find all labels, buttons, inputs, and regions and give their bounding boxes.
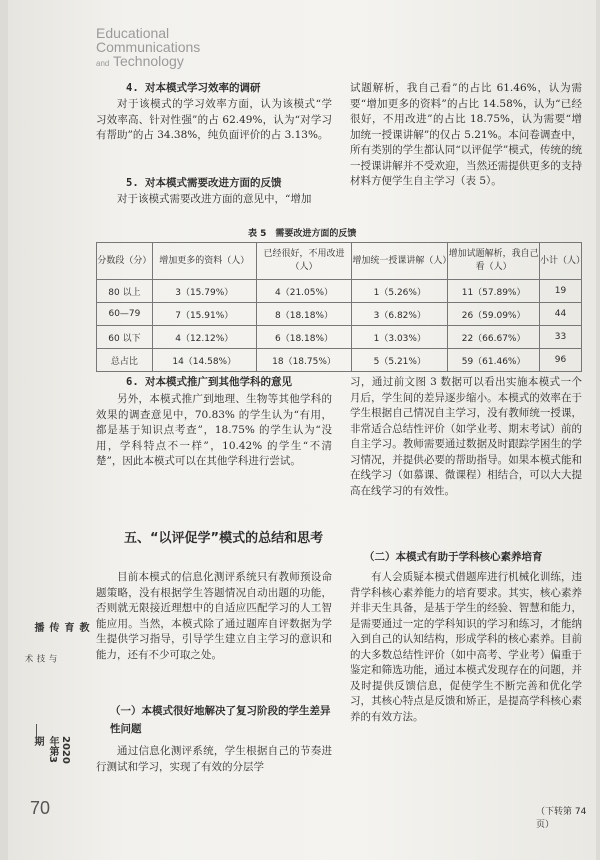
table-cell: 60 以下 (97, 326, 153, 349)
table-cell: 3（15.79%） (152, 280, 256, 303)
para-efficiency: 对于该模式的学习效率方面，认为该模式“学习效率高、针对性强”的占 62.49%，认为“对学习有帮助”的占 34.38%，纯负面评价的占 3.13%。 (96, 98, 332, 141)
page-number: 70 (30, 798, 51, 818)
table-row (97, 326, 582, 349)
table-cell: 1（3.03%） (352, 326, 448, 349)
logo-line-communications: Communications (96, 39, 201, 55)
table-cell: 6（18.18%） (256, 326, 352, 349)
table-cell: 19 (540, 280, 582, 303)
para-promotion: 另外，本模式推广到地理、生物等其他学科的效果的调查意见中，70.83% 的学生认为“有用，都是基于知识点考查”，18.75% 的学生认为“没用，学科特点不一样”，10.42% 的学生“不清楚”，因此本模式可以在其他学科进行尝试。 (96, 393, 332, 467)
logo-and: and (96, 59, 110, 68)
para-literacy: 有人会质疑本模式借题库进行机械化训练，违背学科核心素养能力的培育要求。其实，核心素养并非天生具备，是基于学生的经验、智慧和能力，是需要通过一定的学科知识的学习和练习，才能纳入到自己的认知结构，形成学科的核心素养。目前的大多数总结性评价（如中高考、学业考）偏重于鉴定和筛选功能，通过本模式发现存在的问题，并及时提供反馈信息，促使学生不断完善和优化学习，其核心特点是反馈和矫正，是提高学科核心素养的有效方法。 (350, 571, 582, 723)
heading-efficiency: 4. 对本模式学习效率的调研 (126, 82, 261, 94)
table-cell: 59（61.46%） (448, 349, 540, 372)
logo-line-educational: Educational (96, 25, 170, 41)
table-cell: 22（66.67%） (448, 326, 540, 349)
table-header: 已经很好，不用改进（人） (256, 243, 352, 280)
para-differences: 通过信息化测评系统，学生根据自己的节奏进行测试和学习，实现了有效的分层学 (96, 745, 332, 773)
table-cell: 5（5.21%） (352, 349, 448, 372)
table-cell: 14（14.58%） (152, 349, 256, 372)
table-cell: 3（6.82%） (352, 303, 448, 326)
journal-logo (96, 26, 200, 71)
feedback-table (96, 242, 586, 372)
sidebar-issue: 2020年第3期 (32, 736, 71, 764)
journal-page (8, 0, 596, 860)
logo-line-technology: Technology (113, 53, 184, 69)
table-cell: 4（12.12%） (152, 326, 256, 349)
para-improvement-cont: 试题解析，我自己看”的占比 61.46%，认为需要“增加更多的资料”的占比 14.58%，认为“已经很好，不用改进”的占比 18.75%，认为需要“增加统一授课讲解”的仅占 5.21%。本问卷调查中，所有类别的学生都认同“以评促学”模式，传统的统一授课讲解并不受欢迎，当然还需提供更多的支持材料方便学生自主学习（表 5）。 (350, 82, 582, 187)
table-header: 增加试题解析，我自己看（人） (448, 243, 540, 280)
para-summary-intro: 目前本模式的信息化测评系统只有教师预设命题策略，没有根据学生答题情况自动出题的功能，否则就无限接近理想中的自适应匹配学习的人工智能应用。当然，本模式除了通过题库自评数据为学生提供学习指导，引导学生建立自主学习的意识和能力，还有不少可取之处。 (96, 571, 332, 661)
table-row (97, 303, 582, 326)
table-cell: 8（18.18%） (256, 303, 352, 326)
table-cell: 4（21.05%） (256, 280, 352, 303)
table-cell: 18（18.75%） (256, 349, 352, 372)
table-cell: 44 (540, 303, 582, 326)
table-cell: 总占比 (97, 349, 153, 372)
para-improvement: 对于该模式需要改进方面的意见中，“增加 (117, 193, 312, 205)
continued-note: （下转第 74 页） (536, 807, 587, 830)
sidebar-journal-title: 教育传播 (32, 622, 88, 633)
subsection-title-literacy: （二）本模式有助于学科核心素养培育 (364, 551, 543, 563)
heading-improvement: 5. 对本模式需要改进方面的反馈 (126, 177, 282, 189)
table-header: 小计（人） (540, 243, 582, 280)
table-header: 分数段（分） (97, 243, 153, 280)
table-caption: 表 5 需要改进方面的反馈 (248, 229, 357, 239)
para-differences-cont: 习，通过前文图 3 数据可以看出实施本模式一个月后，学生间的差异逐步缩小。本模式的效率在于学生根据自己情况自主学习，没有教师统一授课，非常适合总结性评价（如学业考、期末考试）前的自主学习。教师需要通过数据及时跟踪学困生的学习情况，并提供必要的帮助指导。如果本模式能和在线学习（如慕课、微课程）相结合，可以大大提高在线学习的有效性。 (350, 376, 582, 497)
table-row (97, 280, 582, 303)
table-cell: 80 以上 (97, 280, 153, 303)
table-cell: 11（57.89%） (448, 280, 540, 303)
subsection-title-differences: （一）本模式很好地解决了复习阶段的学生差异性问题 (110, 705, 331, 735)
table-header-row (97, 243, 582, 280)
heading-promotion: 6. 对本模式推广到其他学科的意见 (126, 376, 292, 388)
table-cell: 33 (540, 326, 582, 349)
section-title-summary: 五、“以评促学”模式的总结和思考 (124, 531, 324, 546)
table-cell: 7（15.91%） (152, 303, 256, 326)
table-row (97, 349, 582, 372)
table-header: 增加更多的资料（人） (152, 243, 256, 280)
table-cell: 1（5.26%） (352, 280, 448, 303)
table-cell: 96 (540, 349, 582, 372)
table-header: 增加统一授课讲解（人） (352, 243, 448, 280)
sidebar-journal-subtitle: 与技术 (23, 654, 57, 663)
table-cell: 26（59.09%） (448, 303, 540, 326)
table-cell: 60—79 (97, 303, 153, 326)
